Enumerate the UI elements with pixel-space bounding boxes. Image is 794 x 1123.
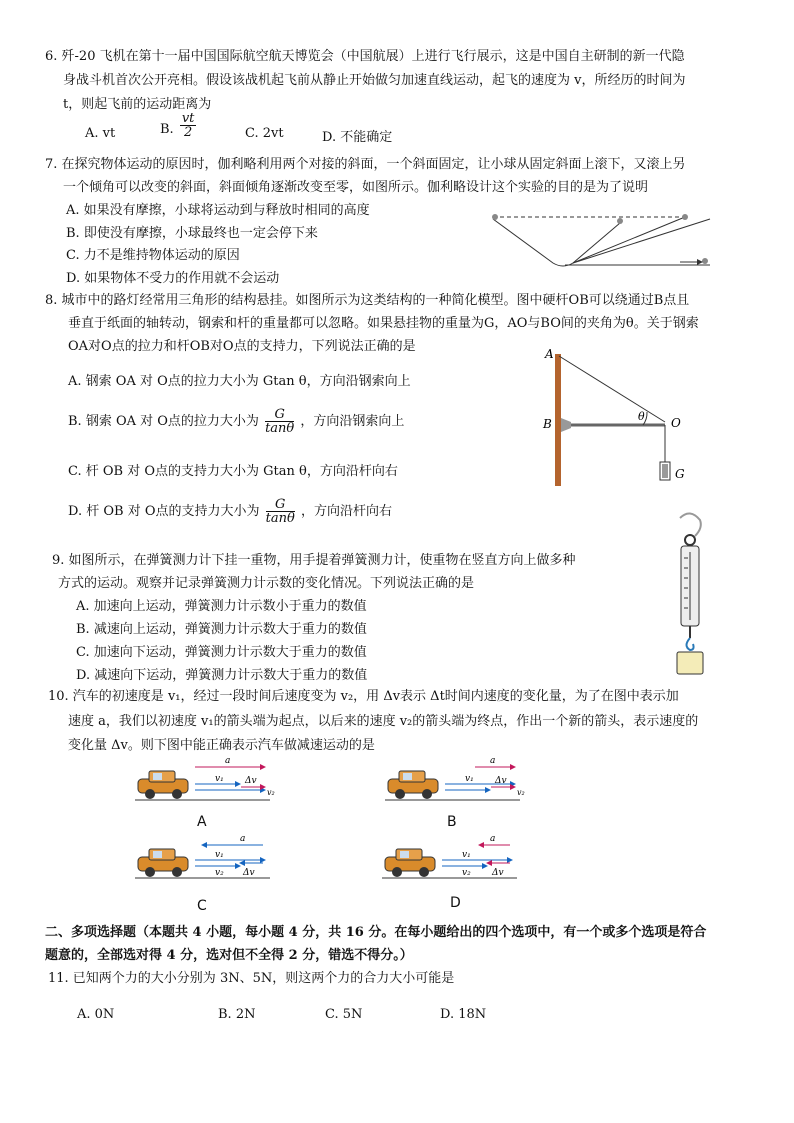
q11-option-b: B. 2N bbox=[218, 1007, 256, 1022]
label-g: G bbox=[675, 467, 685, 481]
car-diagram-c bbox=[135, 833, 275, 885]
section2-heading-line2: 题意的，全部选对得 4 分，选对但不全得 2 分，错选不得分。） bbox=[45, 948, 413, 963]
q9-line2: 方式的运动。观察并记录弹簧测力计示数的变化情况。下列说法正确的是 bbox=[58, 576, 475, 591]
label-dv: Δv bbox=[243, 868, 255, 878]
q8-option-b-fraction bbox=[265, 408, 294, 435]
lamp-bracket-diagram bbox=[535, 340, 705, 490]
q8-option-b-denominator: tanθ bbox=[265, 421, 295, 436]
q8-line3: OA对O点的拉力和杆OB对O点的支持力，下列说法正确的是 bbox=[68, 339, 416, 354]
q7-option-b: B. 即使没有摩擦，小球最终也一定会停下来 bbox=[66, 226, 318, 241]
label-a: A bbox=[545, 347, 554, 361]
q11-option-d: D. 18N bbox=[440, 1007, 487, 1022]
label-dv: Δv bbox=[495, 776, 507, 786]
q7-option-c: C. 力不是维持物体运动的原因 bbox=[66, 248, 240, 263]
q9-line1: 9. 如图所示，在弹簧测力计下挂一重物，用手提着弹簧测力计，使重物在竖直方向上做多种 bbox=[52, 553, 576, 568]
q6-option-d: D. 不能确定 bbox=[322, 130, 393, 145]
q7-option-d: D. 如果物体不受力的作用就不会运动 bbox=[66, 271, 280, 286]
q8-option-c: C. 杆 OB 对 O点的支持力大小为 Gtan θ，方向沿杆向右 bbox=[68, 464, 398, 479]
q10-line1: 10. 汽车的初速度是 v₁，经过一段时间后速度变为 v₂，用 Δv表示 Δt时间内速度的变化量，为了在图中表示加 bbox=[48, 689, 679, 704]
q6-line3: t，则起飞前的运动距离为 bbox=[63, 97, 212, 112]
car-diagram-d bbox=[382, 833, 522, 885]
q10-line2: 速度 a，我们以初速度 v₁的箭头端为起点，以后来的速度 v₂的箭头端为终点，作出一个新的箭头，表示速度的 bbox=[68, 714, 699, 729]
q8-option-d-numerator: G bbox=[266, 498, 295, 512]
q6-line2: 身战斗机首次公开亮相。假设该战机起飞前从静止开始做匀加速直线运动，起飞的速度为 v，所经历的时间为 bbox=[63, 73, 686, 88]
label-v1: v₁ bbox=[215, 774, 224, 784]
label-acceleration: a bbox=[490, 834, 496, 844]
q8-option-a: A. 钢索 OA 对 O点的拉力大小为 Gtan θ，方向沿钢索向上 bbox=[68, 374, 411, 389]
galileo-incline-diagram bbox=[485, 205, 725, 275]
q7-line1: 7. 在探究物体运动的原因时，伽利略利用两个对接的斜面，一个斜面固定，让小球从固定斜面上滚下，又滚上另 bbox=[45, 157, 686, 172]
q11-option-c: C. 5N bbox=[325, 1007, 363, 1022]
label-v2: v₂ bbox=[462, 868, 471, 878]
car-icon bbox=[385, 849, 435, 877]
section2-heading-line1: 二、多项选择题（本题共 4 小题，每小题 4 分，共 16 分。在每小题给出的四个选项中，有一个或多个选项是符合 bbox=[45, 925, 707, 940]
hand-icon bbox=[680, 513, 701, 536]
q6-option-b-fraction bbox=[180, 112, 197, 139]
q9-option-b: B. 减速向上运动，弹簧测力计示数大于重力的数值 bbox=[76, 622, 367, 637]
label-dv: Δv bbox=[245, 776, 257, 786]
q6-line1: 6. 歼-20 飞机在第十一届中国国际航空航天博览会（中国航展）上进行飞行展示，这是中国自主研制的新一代隐 bbox=[45, 49, 685, 64]
q11-line1: 11. 已知两个力的大小分别为 3N、5N，则这两个力的合力大小可能是 bbox=[48, 971, 455, 986]
caption-d: D bbox=[450, 895, 461, 911]
label-v2: v₂ bbox=[517, 788, 525, 797]
q8-option-d-denominator: tanθ bbox=[265, 511, 295, 526]
label-o: O bbox=[671, 416, 681, 430]
label-v1: v₁ bbox=[462, 850, 471, 860]
q8-option-b-prefix: B. 钢索 OA 对 O点的拉力大小为 bbox=[68, 414, 259, 429]
q9-option-d: D. 减速向下运动，弹簧测力计示数大于重力的数值 bbox=[76, 668, 368, 683]
label-acceleration: a bbox=[240, 834, 246, 844]
label-v2: v₂ bbox=[215, 868, 224, 878]
hook-icon bbox=[687, 638, 694, 650]
q9-option-a: A. 加速向上运动，弹簧测力计示数小于重力的数值 bbox=[76, 599, 367, 614]
label-theta: θ bbox=[638, 410, 645, 423]
q11-option-a: A. 0N bbox=[77, 1007, 115, 1022]
ball-icon bbox=[492, 214, 498, 220]
q6-option-b-denominator: 2 bbox=[183, 125, 193, 140]
q8-line1: 8. 城市中的路灯经常用三角形的结构悬挂。如图所示为这类结构的一种简化模型。图中硬杆OB可以绕通过B点且 bbox=[45, 293, 690, 308]
car-diagram-b bbox=[385, 755, 525, 807]
q8-option-b bbox=[68, 408, 404, 435]
label-dv: Δv bbox=[492, 868, 504, 878]
caption-b: B bbox=[447, 814, 457, 830]
q8-option-d-prefix: D. 杆 OB 对 O点的支持力大小为 bbox=[68, 504, 260, 519]
label-v1: v₁ bbox=[215, 850, 224, 860]
label-acceleration: a bbox=[490, 756, 496, 766]
weight-block bbox=[677, 652, 703, 674]
caption-a: A bbox=[197, 814, 207, 830]
label-v2: v₂ bbox=[267, 788, 275, 797]
q9-option-c: C. 加速向下运动，弹簧测力计示数大于重力的数值 bbox=[76, 645, 367, 660]
wall-pole bbox=[555, 354, 561, 486]
q6-option-b bbox=[160, 112, 198, 139]
label-v1: v₁ bbox=[465, 774, 474, 784]
car-icon bbox=[388, 771, 438, 799]
q6-option-b-prefix: B. bbox=[160, 122, 174, 137]
q6-option-b-numerator: vt bbox=[181, 111, 195, 126]
car-icon bbox=[138, 771, 188, 799]
spring-scale-diagram bbox=[655, 508, 735, 678]
cable-oa bbox=[559, 356, 665, 422]
q8-option-b-numerator: G bbox=[265, 408, 294, 422]
q6-option-c: C. 2vt bbox=[245, 126, 284, 141]
q8-line2: 垂直于纸面的轴转动，钢索和杆的重量都可以忽略。如果悬挂物的重量为G，AO与BO间的夹角为θ。关于钢索 bbox=[68, 316, 699, 331]
q6-option-a: A. vt bbox=[85, 126, 116, 141]
q7-line2: 一个倾角可以改变的斜面，斜面倾角逐渐改变至零，如图所示。伽利略设计这个实验的目的是为了说明 bbox=[63, 180, 649, 195]
q8-option-b-suffix: ，方向沿钢索向上 bbox=[300, 414, 405, 429]
q8-option-d-suffix: ，方向沿杆向右 bbox=[300, 504, 392, 519]
caption-c: C bbox=[197, 898, 207, 914]
q7-option-a: A. 如果没有摩擦，小球将运动到与释放时相同的高度 bbox=[66, 203, 370, 218]
q10-line3: 变化量 Δv。则下图中能正确表示汽车做减速运动的是 bbox=[68, 738, 375, 753]
car-icon bbox=[138, 849, 188, 877]
label-b: B bbox=[543, 417, 552, 431]
q8-option-d-fraction bbox=[266, 498, 295, 525]
car-diagram-a bbox=[135, 755, 275, 807]
label-acceleration: a bbox=[225, 756, 231, 766]
q8-option-d bbox=[68, 498, 392, 525]
